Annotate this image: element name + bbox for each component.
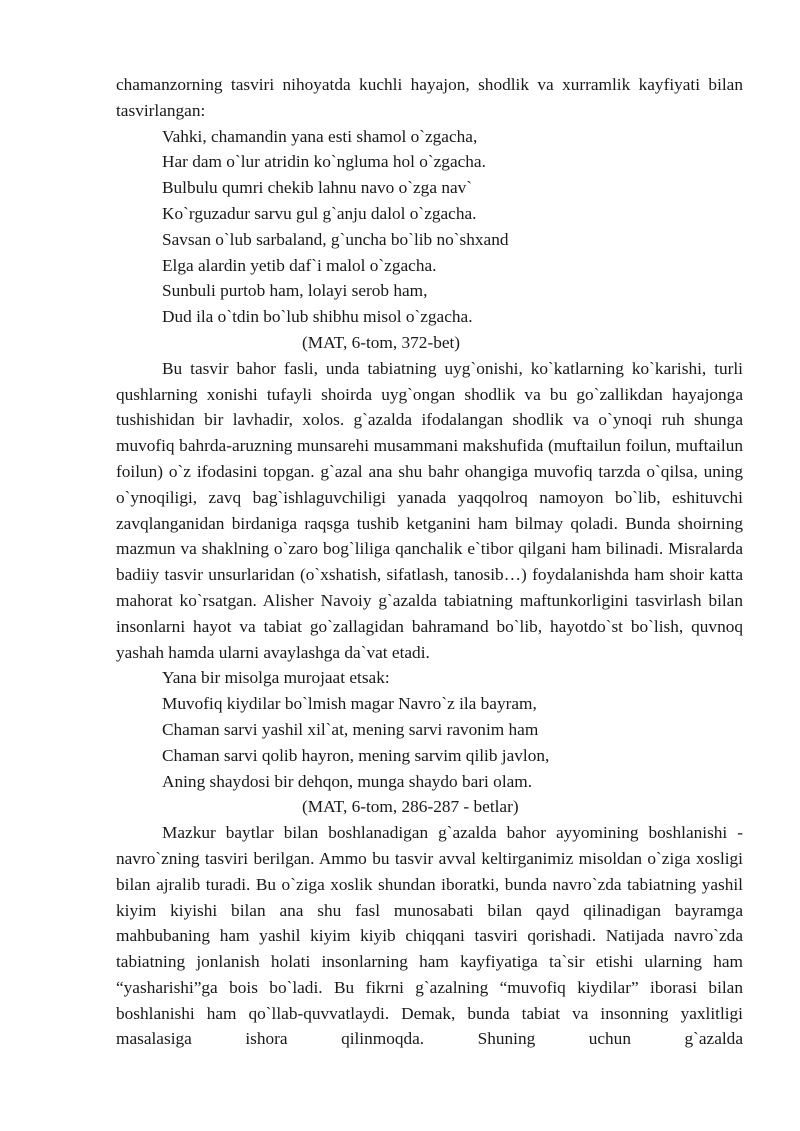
verse-block-1 [116, 124, 743, 330]
source-citation-1: (MAT, 6-tom, 372-bet) [302, 332, 461, 352]
source-citation-2: (MAT, 6-tom, 286-287 - betlar) [302, 797, 519, 817]
intro-paragraph: chamanzorning tasviri nihoyatda kuchli hayajon, shodlik va xurramlik kayfiyati bilan tasvirlangan: [116, 75, 743, 120]
verse-line: Dud ila o`tdin bo`lub shibhu misol o`zgacha. [162, 307, 473, 327]
verse-line: Muvofiq kiydilar bo`lmish magar Navro`z ila bayram, [162, 694, 537, 714]
body-paragraph-1: Bu tasvir bahor fasli, unda tabiatning uyg`onishi, ko`katlarning ko`karishi, turli qushlarning xonishi tufayli shoirda uyg`ongan shodlik va bu go`zallikdan hayajonga tushishidan bir lavhadir, xolos. g`azalda ifodalangan shodlik va o`ynoqi ruh shunga muvofiq bahrda-aruzning munsarehi musammani makshufida (muftailun foilun, muftailun foilun) o`z ifodasini topgan. g`azal ana shu bahr ohangiga muvofiq tarzda o`qilsa, uning o`ynoqiligi, zavq bag`ishlaguvchiligi yanada yaqqolroq namoyon bo`lib, eshituvchi zavqlanganidan birdaniga raqsga tushib ketganini ham bilmay qoladi. Bunda shoirning mazmun va shaklning o`zaro bog`liliga qanchalik e`tibor qilgani ham bilinadi. Misralarda badiiy tasvir unsurlaridan (o`xshatish, sifatlash, tanosib…) foydalanishda ham shoir katta mahorat ko`rsatgan. Alisher Navoiy g`azalda tabiatning maftunkorligini tasvirlash bilan insonlarni hayot va tabiat go`zallagidan bahramand bo`lib, hayotdo`st bo`lish, quvnoq yashah hamda ularni avaylashga da`vat etadi. [116, 358, 743, 662]
verse-line: Bulbulu qumri chekib lahnu navo o`zga nav` [162, 178, 473, 198]
verse-line: Aning shaydosi bir dehqon, munga shaydo bari olam. [162, 771, 533, 791]
verse-line: Sunbuli purtob ham, lolayi serob ham, [162, 281, 428, 301]
verse-line: Vahki, chamandin yana esti shamol o`zgacha, [162, 126, 478, 146]
verse-line: Har dam o`lur atridin ko`ngluma hol o`zgacha. [162, 152, 486, 172]
lead-line-2: Yana bir misolga murojaat etsak: [162, 668, 390, 688]
verse-line: Chaman sarvi yashil xil`at, mening sarvi ravonim ham [162, 719, 539, 739]
verse-line: Savsan o`lub sarbaland, g`uncha bo`lib no`shxand [162, 229, 509, 249]
document-page [116, 72, 743, 1052]
verse-line: Ko`rguzadur sarvu gul g`anju dalol o`zgacha. [162, 203, 477, 223]
verse-block-2 [116, 691, 743, 794]
verse-line: Chaman sarvi qolib hayron, mening sarvim qilib javlon, [162, 745, 550, 765]
body-paragraph-2: Mazkur baytlar bilan boshlanadigan g`azalda bahor ayyomining boshlanishi - navro`zning tasviri berilgan. Ammo bu tasvir avval keltirganimiz misoldan o`ziga xosligi bilan ajralib turadi. Bu o`ziga xoslik shundan iboratki, bunda navro`zda tabiatning yashil kiyim kiyishi bilan ana shu fasl munosabati bilan qayd qilinadigan bayramga mahbubaning ham yashil kiyim kiyib chiqqani tasviri qorishadi. Natijada navro`zda tabiatning jonlanish holati insonlarning ham kayfiyatiga ta`sir etishi ularning ham “yasharishi”ga bois bo`ladi. Bu fikrni g`azalning “muvofiq kiydilar” iborasi bilan boshlanishi ham qo`llab-quvvatlaydi. Demak, bunda tabiat va insonning yaxlitligi masalasiga ishora qilinmoqda. Shuning uchun g`azalda [116, 823, 743, 1049]
verse-line: Elga alardin yetib daf`i malol o`zgacha. [162, 255, 437, 275]
